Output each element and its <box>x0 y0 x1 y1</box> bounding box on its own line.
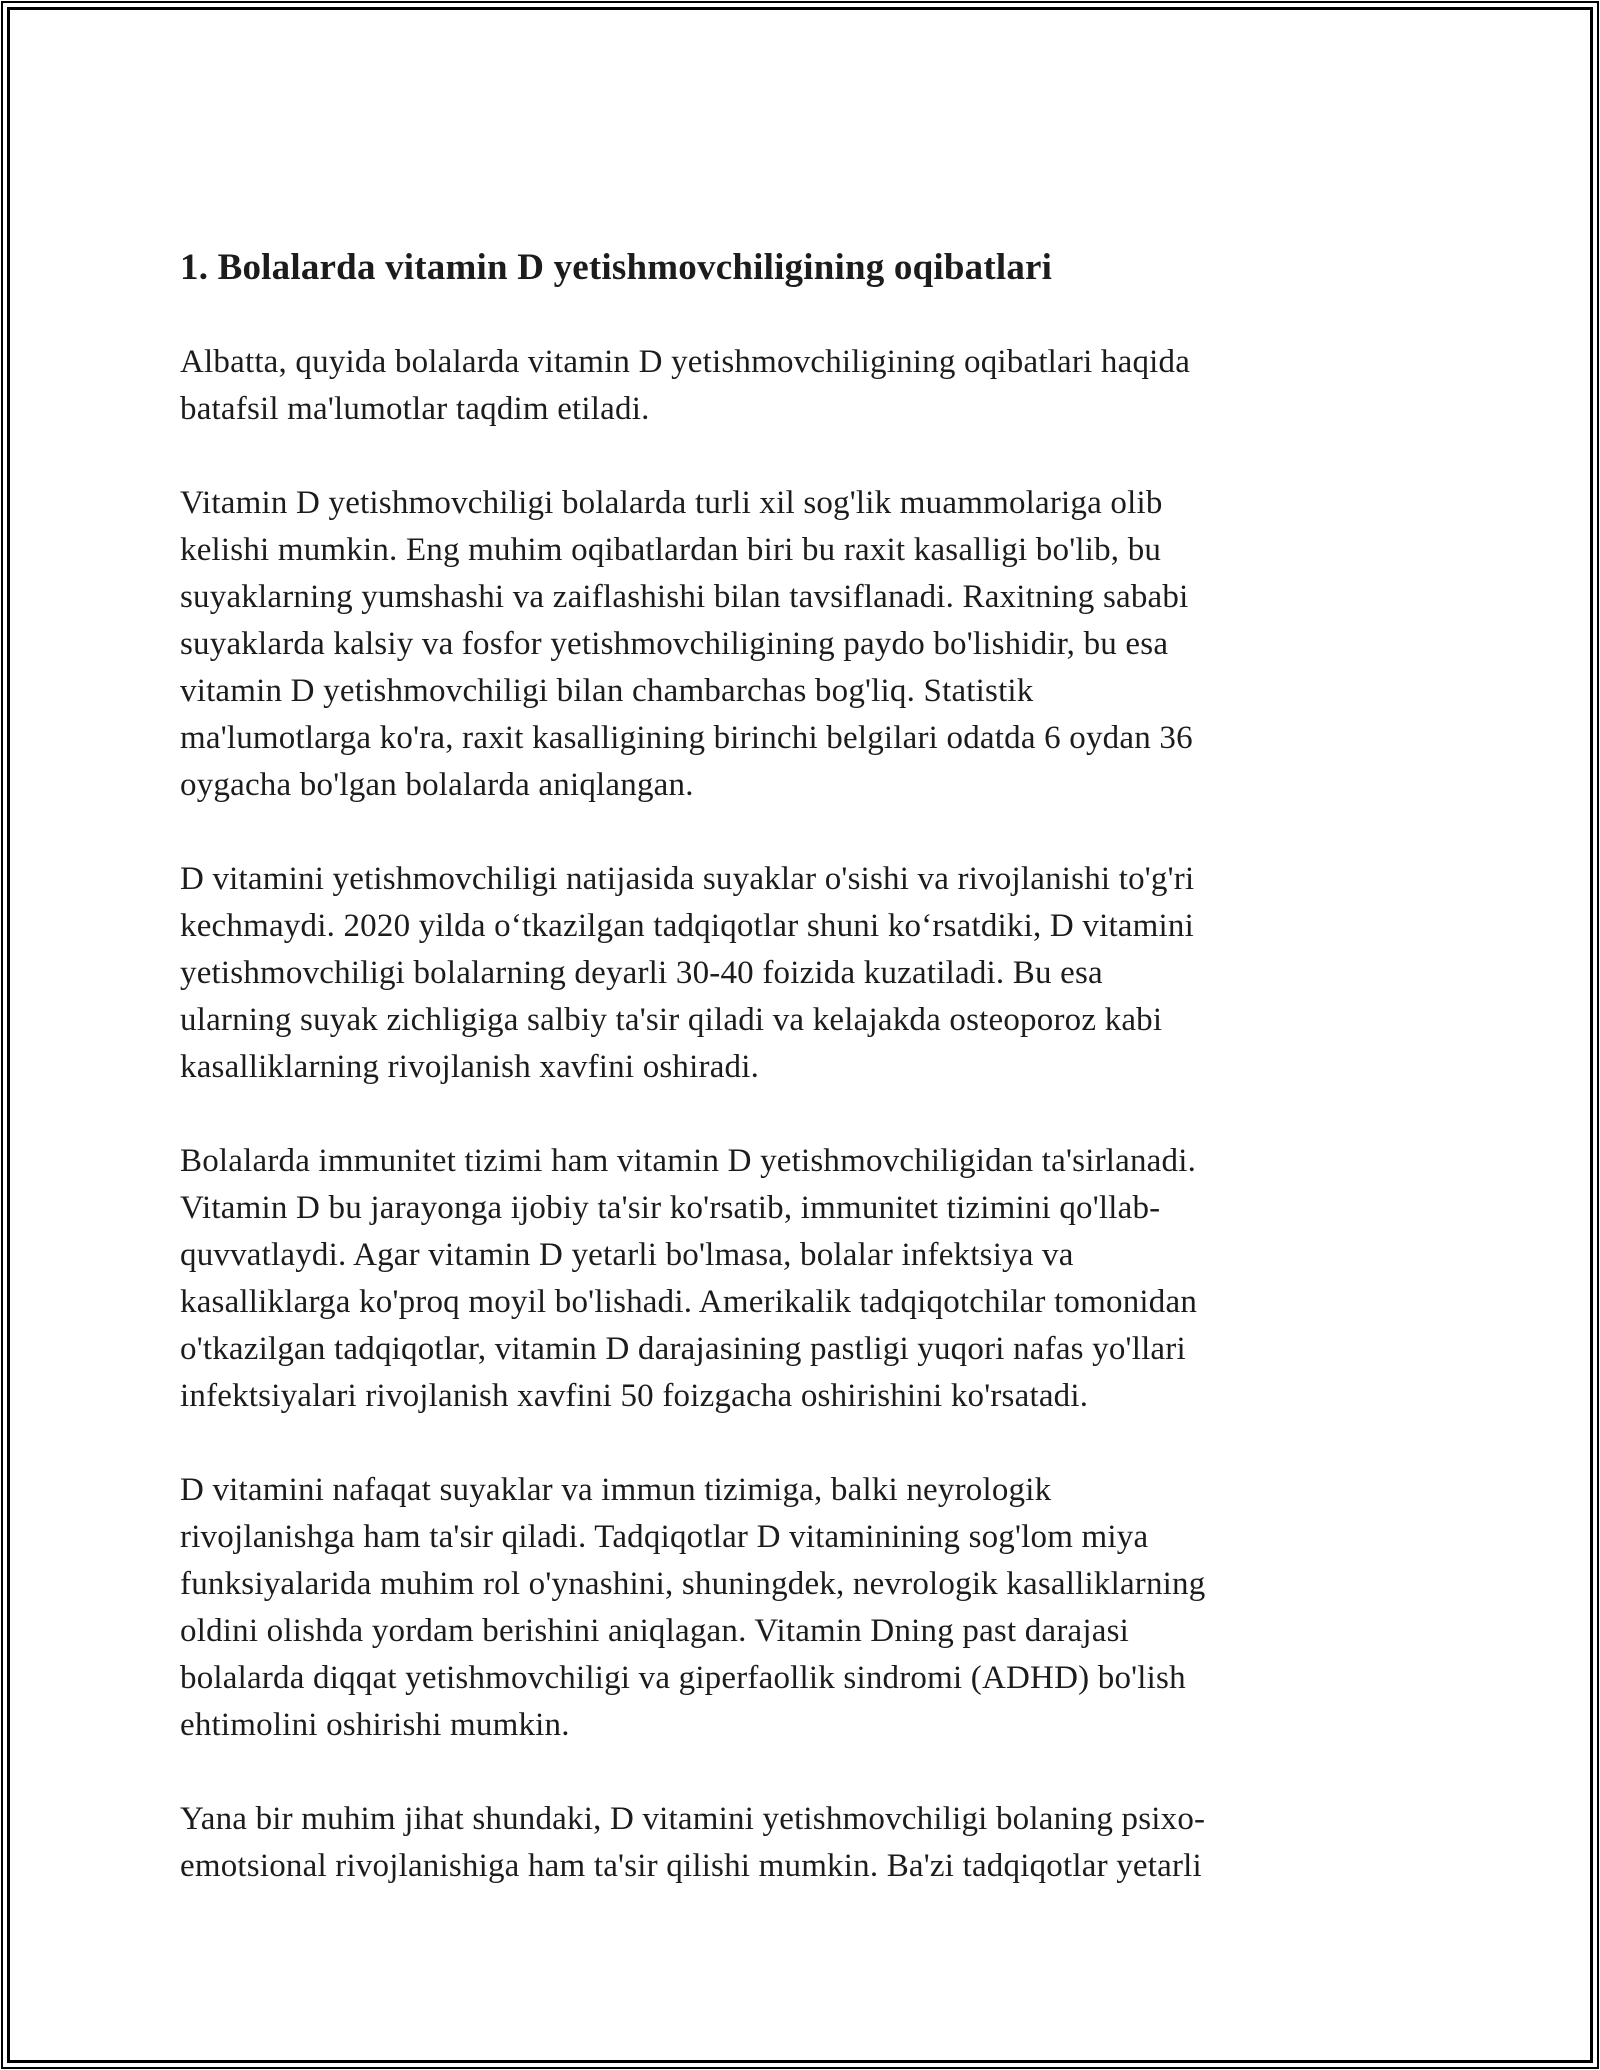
paragraph-4 <box>180 1138 1440 1420</box>
text-line: D vitamini yetishmovchiligi natijasida suyaklar o'sishi va rivojlanishi to'g'ri <box>180 861 1195 897</box>
text-line: ehtimolini oshirishi mumkin. <box>180 1707 570 1743</box>
text-line: ma'lumotlarga ko'ra, raxit kasalligining birinchi belgilari odatda 6 oydan 36 <box>180 720 1193 756</box>
document-body <box>180 339 1440 1890</box>
text-line: emotsional rivojlanishiga ham ta'sir qilishi mumkin. Ba'zi tadqiqotlar yetarli <box>180 1848 1202 1884</box>
paragraph-3 <box>180 856 1440 1091</box>
text-line: rivojlanishga ham ta'sir qiladi. Tadqiqotlar D vitaminining sog'lom miya <box>180 1519 1149 1555</box>
text-line: infektsiyalari rivojlanish xavfini 50 foizgacha oshirishini ko'rsatadi. <box>180 1378 1089 1414</box>
paragraph-5 <box>180 1467 1440 1749</box>
paragraph-6 <box>180 1796 1440 1890</box>
text-line: suyaklarda kalsiy va fosfor yetishmovchiligining paydo bo'lishidir, bu esa <box>180 626 1169 662</box>
text-line: Bolalarda immunitet tizimi ham vitamin D yetishmovchiligidan ta'sirlanadi. <box>180 1143 1197 1179</box>
text-line: ularning suyak zichligiga salbiy ta'sir qiladi va kelajakda osteoporoz kabi <box>180 1002 1163 1038</box>
text-line: vitamin D yetishmovchiligi bilan chambarchas bog'liq. Statistik <box>180 673 1034 709</box>
text-line: quvvatlaydi. Agar vitamin D yetarli bo'lmasa, bolalar infektsiya va <box>180 1237 1074 1273</box>
text-line: funksiyalarida muhim rol o'ynashini, shuningdek, nevrologik kasalliklarning <box>180 1566 1206 1602</box>
text-line: kasalliklarning rivojlanish xavfini oshiradi. <box>180 1049 760 1085</box>
document-content <box>180 243 1440 1937</box>
page-title: 1. Bolalarda vitamin D yetishmovchiligining oqibatlari <box>180 247 1053 288</box>
text-line: D vitamini nafaqat suyaklar va immun tizimiga, balki neyrologik <box>180 1472 1052 1508</box>
text-line: batafsil ma'lumotlar taqdim etiladi. <box>180 391 650 427</box>
text-line: oldini olishda yordam berishini aniqlagan. Vitamin Dning past darajasi <box>180 1613 1129 1649</box>
text-line: yetishmovchiligi bolalarning deyarli 30-40 foizida kuzatiladi. Bu esa <box>180 955 1103 991</box>
paragraph-2 <box>180 480 1440 809</box>
text-line: Yana bir muhim jihat shundaki, D vitamini yetishmovchiligi bolaning psixo- <box>180 1801 1206 1837</box>
text-line: kasalliklarga ko'proq moyil bo'lishadi. Amerikalik tadqiqotchilar tomonidan <box>180 1284 1198 1320</box>
text-line: kechmaydi. 2020 yilda o‘tkazilgan tadqiqotlar shuni ko‘rsatdiki, D vitamini <box>180 908 1194 944</box>
text-line: Vitamin D yetishmovchiligi bolalarda turli xil sog'lik muammolariga olib <box>180 485 1163 521</box>
text-line: oygacha bo'lgan bolalarda aniqlangan. <box>180 767 694 803</box>
text-line: Albatta, quyida bolalarda vitamin D yetishmovchiligining oqibatlari haqida <box>180 344 1191 380</box>
text-line: kelishi mumkin. Eng muhim oqibatlardan biri bu raxit kasalligi bo'lib, bu <box>180 532 1162 568</box>
text-line: Vitamin D bu jarayonga ijobiy ta'sir ko'rsatib, immunitet tizimini qo'llab- <box>180 1190 1161 1226</box>
text-line: o'tkazilgan tadqiqotlar, vitamin D darajasining pastligi yuqori nafas yo'llari <box>180 1331 1186 1367</box>
text-line: bolalarda diqqat yetishmovchiligi va giperfaollik sindromi (ADHD) bo'lish <box>180 1660 1186 1696</box>
text-line: suyaklarning yumshashi va zaiflashishi bilan tavsiflanadi. Raxitning sababi <box>180 579 1189 615</box>
paragraph-1 <box>180 339 1440 433</box>
